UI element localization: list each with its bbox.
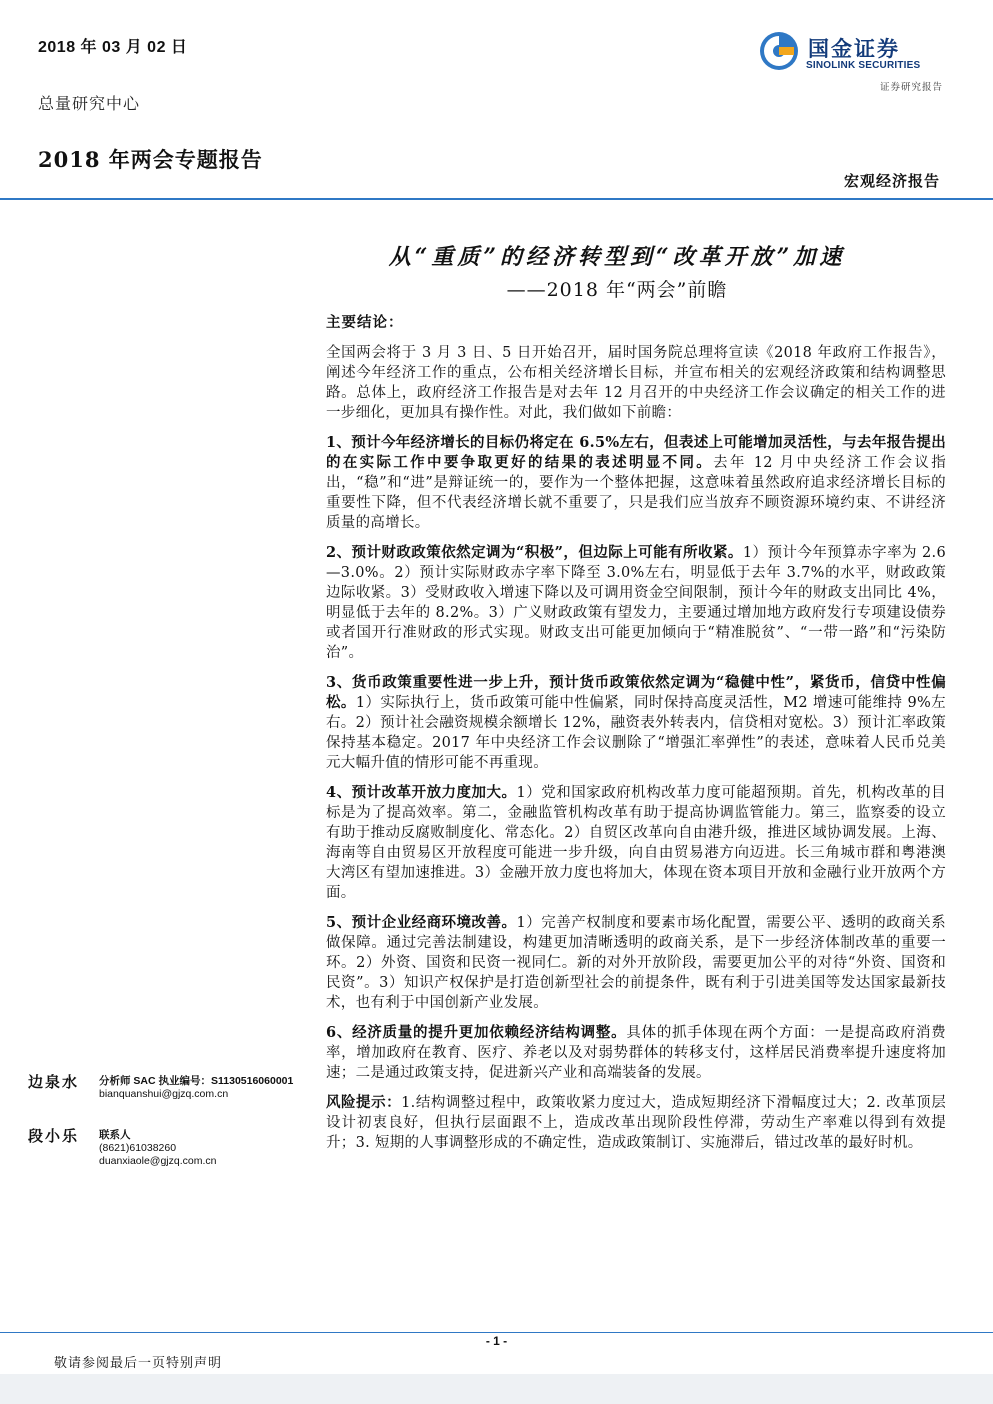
- analyst-info: [99, 1075, 293, 1101]
- point-4-lead: 4、预计改革开放力度加大。: [326, 784, 517, 801]
- main-title: 从“重质”的经济转型到“改革开放”加速: [388, 244, 846, 270]
- point-5-lead: 5、预计企业经商环境改善。: [326, 914, 517, 931]
- header-divider: [0, 198, 993, 200]
- point-1-lead: 1、预计今年经济增长的目标仍将定在 6.5%左右，但表述上可能增加灵活性，与去年报告提出的在实际工作中要争取更好的结果的表述明显不同。: [326, 434, 946, 471]
- point-5: [326, 913, 946, 1013]
- analyst-phone: (8621)61038260: [99, 1142, 177, 1154]
- logo-subtitle: 证券研究报告: [879, 82, 943, 93]
- report-body: [326, 313, 946, 1163]
- analyst-name: 边泉水: [28, 1073, 80, 1091]
- page-number: - 1 -: [485, 1334, 508, 1348]
- analyst-card: [28, 1125, 318, 1179]
- risk-warning: [326, 1093, 946, 1153]
- point-1: [326, 433, 946, 533]
- logo-text-en: SINOLINK SECURITIES: [806, 60, 921, 71]
- analyst-name: 段小乐: [28, 1127, 80, 1145]
- analyst-info: [99, 1129, 216, 1168]
- analyst-email[interactable]: bianquanshui@gjzq.com.cn: [99, 1088, 229, 1100]
- footer-band: [0, 1374, 993, 1404]
- point-6-text: 具体的抓手体现在两个方面：一是提高政府消费率，增加政府在教育、医疗、养老以及对弱势群体的转移支付，这样居民消费率提升速度将加速；二是通过政策支持，促进新兴产业和高端装备的发展。: [326, 1025, 946, 1081]
- point-3-text: 1）实际执行上，货币政策可能中性偏紧，同时保持高度灵活性，M2 增速可能维持 9%左右。2）预计社会融资规模余额增长 12%，融资表外转表内，信贷相对宽松。3）预计汇率政策保持基本稳定。2017 年中央经济工作会议删除了“增强汇率弹性”的表述，意味着人民币兑美元大幅升值的情形可能不再重现。: [326, 695, 946, 771]
- intro-paragraph: 全国两会将于 3 月 3 日、5 日开始召开，届时国务院总理将宣读《2018 年政府工作报告》，阐述今年经济工作的重点，公布相关经济增长目标，并宣布相关的宏观经济政策和结构调整思路。总体上，政府经济工作报告是对去年 12 月召开的中央经济工作会议确定的相关工作的进一步细化，更加具有操作性。对此，我们做如下前瞻：: [326, 345, 946, 421]
- point-3-lead: 3、货币政策重要性进一步上升，预计货币政策依然定调为“稳健中性”，紧货币，信贷中性偏松。: [326, 674, 946, 711]
- report-date: 2018 年 03 月 02 日: [38, 39, 188, 56]
- point-4: [326, 783, 946, 903]
- conclusions-heading: 主要结论：: [326, 314, 404, 331]
- analyst-role: 分析师 SAC 执业编号：S1130516060001: [99, 1075, 294, 1087]
- point-1-text: 去年 12 月中央经济工作会议指出，“稳”和“进”是辩证统一的，要作为一个整体把握，这意味着虽然政府追求经济增长目标的重要性下降，但不代表经济增长就不重要了，只是我们应当放弃不顾资源环境约束、不讲经济质量的高增长。: [326, 455, 946, 531]
- point-6: [326, 1023, 946, 1083]
- disclaimer: 敬请参阅最后一页特别声明: [54, 1356, 223, 1371]
- point-4-text: 1）党和国家政府机构改革力度可能超预期。首先，机构改革的目标是为了提高效率。第二，金融监管机构改革有助于提高协调监管能力。第三，监察委的设立有助于推动反腐败制度化、常态化。2）自贸区改革向自由港升级，推进区域协调发展。上海、海南等自由贸易区开放程度可能进一步升级，向自由贸易港方向迈进。长三角城市群和粤港澳大湾区有望加速推进。3）金融开放力度也将加大，体现在资本项目开放和金融行业开放两个方面。: [326, 785, 946, 901]
- analyst-email[interactable]: duanxiaole@gjzq.com.cn: [99, 1155, 217, 1167]
- risk-text: 1.结构调整过程中，政策收紧力度过大，造成短期经济下滑幅度过大；2. 改革顶层设计初衷良好，但执行层面跟不上，造成改革出现阶段性停滞，劳动生产率难以得到有效提升；3. 短期的人事调整形成的不确定性，造成政策制订、实施滞后，错过改革的最好时机。: [326, 1095, 946, 1151]
- report-category: 宏观经济报告: [843, 172, 940, 190]
- analyst-role: 联系人: [99, 1129, 131, 1141]
- risk-label: 风险提示：: [326, 1094, 402, 1111]
- sub-title: ——2018 年“两会”前瞻: [506, 279, 728, 301]
- logo-text-cn: 国金证券: [808, 37, 900, 61]
- point-3: [326, 673, 946, 773]
- point-2-text: 1）预计今年预算赤字率为 2.6—3.0%。2）预计实际财政赤字率下降至 3.0%左右，明显低于去年 3.7%的水平，财政政策边际收紧。3）受财政收入增速下降以及可调用资金空间限制，预计今年的财政支出同比 4%，明显低于去年的 8.2%。3）广义财政政策有望发力，主要通过增加地方政府发行专项建设债券或者国开行准财政的形式实现。财政支出可能更加倾向于“精准脱贫”、“一带一路”和“污染防治”。: [326, 545, 946, 661]
- point-6-lead: 6、经济质量的提升更加依赖经济结构调整。: [326, 1024, 627, 1041]
- point-2-lead: 2、预计财政政策依然定调为“积极”，但边际上可能有所收紧。: [326, 544, 743, 561]
- point-5-text: 1）完善产权制度和要素市场化配置，需要公平、透明的政商关系做保障。通过完善法制建设，构建更加清晰透明的政商关系，是下一步经济体制改革的重要一环。2）外资、国资和民资一视同仁。新的对外开放阶段，需要更加公平的对待“外资、国资和民资”。3）知识产权保护是打造创新型社会的前提条件，既有利于引进美国等发达国家最新技术，也有利于中国创新产业发展。: [326, 915, 946, 1011]
- analyst-list: [28, 1071, 318, 1179]
- research-center: 总量研究中心: [38, 94, 141, 113]
- report-series-title: 2018 年两会专题报告: [38, 147, 263, 172]
- analyst-card: [28, 1071, 318, 1125]
- sinolink-logo-icon: [757, 30, 805, 72]
- footer-divider: [0, 1332, 993, 1333]
- point-2: [326, 543, 946, 663]
